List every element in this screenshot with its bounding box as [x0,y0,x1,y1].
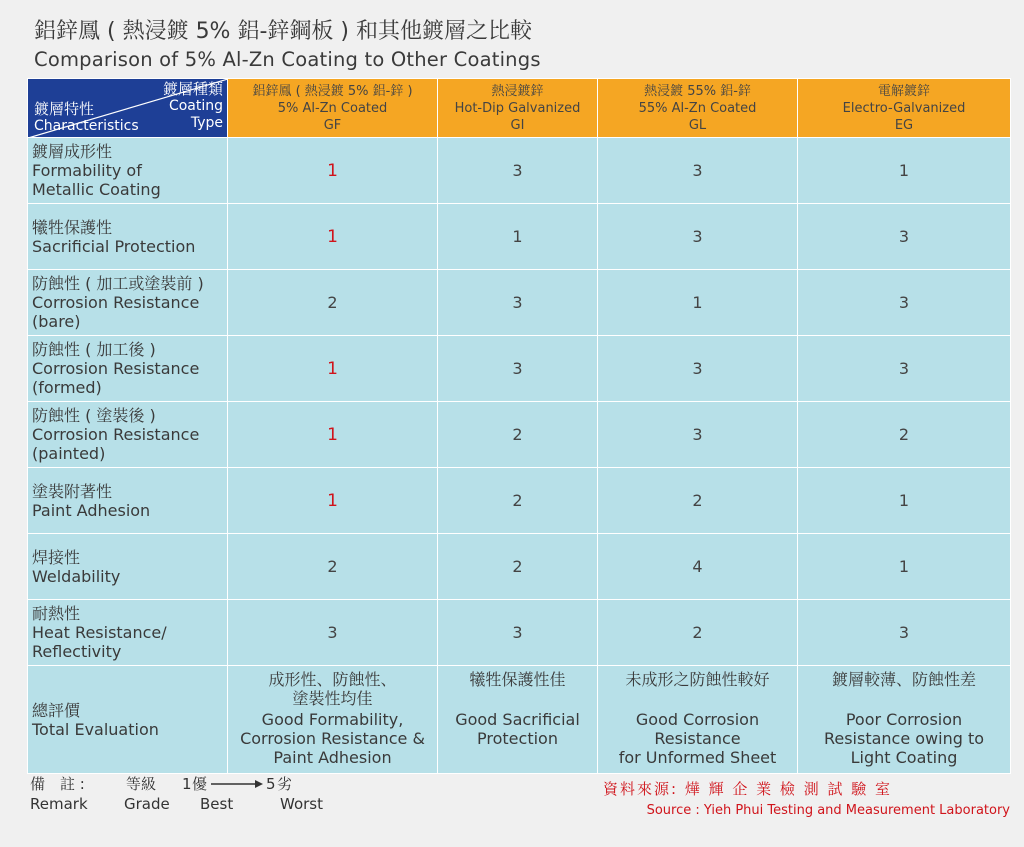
source-note [603,778,1010,818]
row-label-en: Weldability [32,566,121,586]
coating-type-en-1: Coating [168,98,223,114]
value-cell: 3 [438,600,598,666]
value-cell: 3 [798,336,1011,402]
row-label-zh: 耐熱性 [32,604,81,623]
source-zh: 資料來源: 燁 輝 企 業 檢 測 試 驗 室 [603,780,892,798]
value-cell: 3 [598,204,798,270]
source-en: Source : Yieh Phui Testing and Measurement Laboratory [646,803,1010,818]
column-header-code: GL [688,117,707,133]
worst-label-en: Worst [280,795,323,813]
table-row [28,600,1011,666]
value-cell: 3 [798,204,1011,270]
value-cell: 1 [228,468,438,534]
row-label-en: Corrosion Resistance [32,359,200,378]
value-cell: 3 [438,138,598,204]
column-header-zh: 鋁鋅鳳 ( 熱浸鍍 5% 鋁-鋅 ) [252,83,413,99]
value-cell: 1 [228,138,438,204]
corner-header-cell [28,79,228,138]
evaluation-en: Good Sacrificial [455,710,580,729]
column-header-code: GF [323,117,342,133]
value-cell: 3 [438,336,598,402]
value-cell: 3 [798,270,1011,336]
value-cell: 1 [798,468,1011,534]
best-number: 1 [182,775,192,793]
value-cell: 2 [598,600,798,666]
evaluation-zh: 成形性、防蝕性、 [268,670,397,689]
column-header-en: 55% Al-Zn Coated [638,100,757,116]
row-label-en-2: (bare) [32,312,81,331]
remark-legend [30,774,430,814]
row-label-en-2: Reflectivity [32,642,122,661]
value-cell: 2 [438,468,598,534]
worst-number: 5 [266,775,276,793]
characteristics-en: Characteristics [34,118,139,134]
row-label [28,138,228,204]
evaluation-en: Poor Corrosion [845,710,963,729]
evaluation-label-en: Total Evaluation [32,719,159,739]
table-row [28,204,1011,270]
row-label-en: Sacrificial Protection [32,236,196,256]
column-header-en: Hot-Dip Galvanized [454,100,581,116]
row-label-zh: 犧牲保護性 [32,217,113,237]
row-label [28,402,228,468]
evaluation-label-zh: 總評價 [32,700,81,720]
column-header-gi [438,79,598,138]
value-cell: 3 [798,600,1011,666]
column-header-en: Electro-Galvanized [842,100,966,116]
column-header-gf [228,79,438,138]
row-label [28,270,228,336]
row-label-en-2: (formed) [32,378,102,397]
table-row [28,402,1011,468]
grade-label-en: Grade [124,795,170,813]
value-cell: 2 [438,402,598,468]
value-cell: 1 [798,138,1011,204]
evaluation-en-3: Paint Adhesion [273,748,392,767]
table-row [28,336,1011,402]
evaluation-en-2: Resistance [654,729,741,748]
row-label [28,204,228,270]
value-cell: 4 [598,534,798,600]
value-cell: 1 [228,336,438,402]
evaluation-en-3: Light Coating [850,748,958,767]
value-cell: 1 [438,204,598,270]
value-cell: 3 [438,270,598,336]
evaluation-cell-gl [598,666,798,774]
row-label [28,534,228,600]
row-label [28,336,228,402]
column-header-zh: 熱浸鍍 55% 鋁-鋅 [644,83,751,99]
row-label-zh: 鍍層成形性 [32,142,113,161]
evaluation-zh: 犧牲保護性佳 [469,670,566,689]
column-header-gl [598,79,798,138]
table-row [28,138,1011,204]
evaluation-zh: 未成形之防蝕性較好 [625,670,770,689]
row-label-en: Formability of [32,161,142,180]
evaluation-en-2: Resistance owing to [823,729,985,748]
evaluation-zh: 鍍層較薄、防蝕性差 [831,670,976,689]
page-title-zh: 鋁鋅鳳 ( 熱浸鍍 5% 鋁-鋅鋼板 ) 和其他鍍層之比較 [34,19,532,44]
row-label-zh: 塗裝附著性 [32,481,113,501]
value-cell: 3 [598,402,798,468]
value-cell: 3 [228,600,438,666]
row-label-en-2: (painted) [32,444,106,463]
table-row [28,534,1011,600]
row-label-en: Corrosion Resistance [32,425,200,444]
page-title-en: Comparison of 5% Al-Zn Coating to Other Coatings [34,48,541,71]
remark-label-en: Remark [30,795,88,813]
value-cell: 1 [598,270,798,336]
evaluation-cell-gf [228,666,438,774]
characteristics-zh: 鍍層特性 [34,100,95,118]
column-header-code: EG [894,117,914,133]
column-header-zh: 電解鍍鋅 [877,83,930,99]
column-header-code: GI [510,117,525,133]
best-label-en: Best [200,795,234,813]
coating-type-en-2: Type [190,115,223,131]
value-cell: 3 [598,138,798,204]
worst-label-zh: 劣 [277,775,293,793]
table-row [28,270,1011,336]
value-cell: 2 [228,534,438,600]
value-cell: 2 [598,468,798,534]
evaluation-en-3: for Unformed Sheet [618,748,777,767]
evaluation-label [28,666,228,774]
row-label-en: Corrosion Resistance [32,293,200,312]
row-label-zh: 防蝕性 ( 加工或塗裝前 ) [32,274,204,293]
evaluation-cell-eg [798,666,1011,774]
column-header-en: 5% Al-Zn Coated [277,100,388,116]
row-label-zh: 防蝕性 ( 加工後 ) [32,340,156,359]
coating-type-zh: 鍍層種類 [162,80,223,98]
evaluation-row [28,666,1011,774]
row-label-en-2: Metallic Coating [32,180,161,199]
row-label-en: Heat Resistance/ [32,623,167,642]
row-label [28,468,228,534]
value-cell: 1 [228,204,438,270]
evaluation-en-2: Corrosion Resistance & [240,729,425,748]
evaluation-en: Good Formability, [261,710,404,729]
evaluation-en-2: Protection [477,729,558,748]
value-cell: 2 [438,534,598,600]
value-cell: 1 [228,402,438,468]
evaluation-cell-gi [438,666,598,774]
evaluation-en: Good Corrosion [635,710,760,729]
row-label-zh: 焊接性 [32,547,81,567]
evaluation-zh-2: 塗裝性均佳 [292,689,373,708]
row-label-en: Paint Adhesion [32,500,151,520]
comparison-table [27,78,1011,774]
value-cell: 1 [798,534,1011,600]
grade-label-zh: 等級 [126,775,157,793]
column-header-eg [798,79,1011,138]
remark-label-zh: 備 註 : [30,775,85,793]
row-label-zh: 防蝕性 ( 塗裝後 ) [32,406,156,425]
value-cell: 3 [598,336,798,402]
value-cell: 2 [228,270,438,336]
best-label-zh: 優 [192,775,208,793]
value-cell: 2 [798,402,1011,468]
row-label [28,600,228,666]
column-header-zh: 熱浸鍍鋅 [491,83,544,99]
table-row [28,468,1011,534]
